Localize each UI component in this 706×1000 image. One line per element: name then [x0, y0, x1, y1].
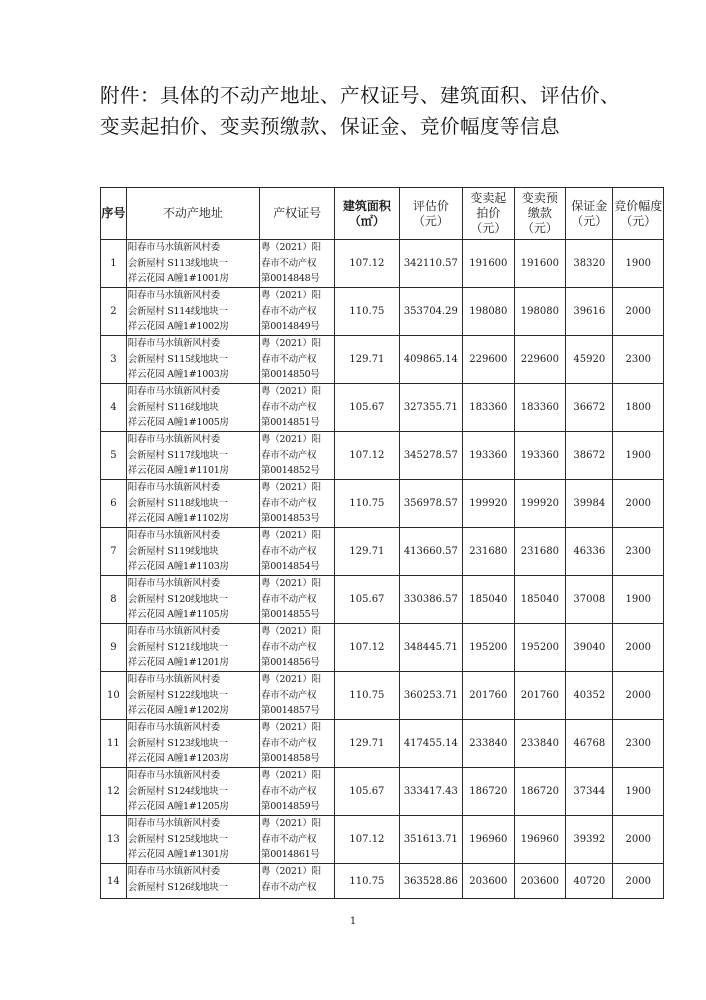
cell-cert-line: 春市不动产权	[261, 737, 317, 749]
header-deposit-l2: 缴款	[527, 206, 552, 220]
cell-increment: 2000	[613, 624, 664, 672]
cell-deposit: 198080	[514, 288, 566, 336]
cell-address-line: 阳春市马水镇新风村委	[127, 626, 220, 637]
cell-increment: 2000	[613, 672, 664, 720]
cell-increment: 2000	[613, 480, 664, 528]
cell-cert-line: 粤（2021）阳	[261, 770, 321, 781]
cell-start-price: 195200	[463, 624, 515, 672]
header-bond-l2: （元）	[571, 213, 608, 228]
cell-cert	[260, 480, 335, 528]
cell-address-line: 会新屋村 S116线地块	[127, 401, 219, 413]
cell-seq: 4	[101, 384, 127, 432]
cell-deposit: 193360	[514, 432, 566, 480]
header-start-l1: 变卖起	[470, 191, 507, 205]
cell-deposit: 185040	[514, 576, 566, 624]
cell-seq: 6	[101, 480, 127, 528]
header-start-l2: 拍价	[476, 206, 501, 220]
cell-address-line: 阳春市马水镇新风村委	[127, 818, 220, 829]
cell-area: 129.71	[335, 336, 399, 384]
cell-address-line: 祥云花园 A幢1#1202房	[127, 705, 229, 717]
cell-increment: 1900	[613, 432, 664, 480]
cell-cert-line: 粤（2021）阳	[261, 722, 321, 733]
cell-address-line: 祥云花园 A幢1#1101房	[127, 465, 229, 477]
cell-cert-line: 第0014850号	[261, 369, 320, 381]
cell-appraisal: 345278.57	[399, 432, 462, 480]
cell-address-line: 祥云花园 A幢1#1003房	[127, 369, 229, 381]
cell-cert	[260, 816, 335, 864]
cell-address-line: 阳春市马水镇新风村委	[127, 722, 220, 733]
cell-bond: 36672	[566, 384, 613, 432]
header-area-l2: （㎡）	[348, 213, 385, 228]
cell-cert	[260, 432, 335, 480]
header-bond-l1: 保证金	[571, 198, 608, 213]
table-header-row	[101, 188, 664, 240]
header-address: 不动产地址	[126, 188, 259, 240]
cell-start-price: 199920	[463, 480, 515, 528]
cell-cert-line: 粤（2021）阳	[261, 674, 321, 685]
cell-cert-line: 春市不动产权	[261, 593, 317, 605]
cell-address-line: 祥云花园 A幢1#1103房	[127, 561, 229, 573]
cell-cert-line: 春市不动产权	[261, 449, 317, 461]
cell-address-line: 会新屋村 S120线地块一	[127, 593, 228, 605]
table-row	[101, 768, 664, 816]
cell-cert-line: 粤（2021）阳	[261, 866, 321, 877]
cell-address-line: 祥云花园 A幢1#1102房	[127, 513, 229, 525]
cell-area: 105.67	[335, 768, 399, 816]
cell-cert-line: 粤（2021）阳	[261, 290, 321, 301]
cell-address-line: 会新屋村 S121线地块一	[127, 641, 228, 653]
cell-bond: 38320	[566, 240, 613, 288]
cell-address-line: 会新屋村 S125线地块一	[127, 833, 228, 845]
cell-address-line: 会新屋村 S119线地块	[127, 545, 219, 557]
cell-address	[126, 816, 259, 864]
cell-cert-line: 第0014851号	[261, 417, 320, 429]
cell-address-line: 会新屋村 S113线地块一	[127, 257, 228, 269]
cell-area: 107.12	[335, 240, 399, 288]
cell-cert-line: 粤（2021）阳	[261, 818, 321, 829]
cell-cert-line: 粤（2021）阳	[261, 434, 321, 445]
cell-cert-line: 春市不动产权	[261, 785, 317, 797]
cell-start-price: 229600	[463, 336, 515, 384]
cell-deposit: 183360	[514, 384, 566, 432]
cell-area: 129.71	[335, 720, 399, 768]
cell-address	[126, 864, 259, 899]
cell-address	[126, 384, 259, 432]
cell-deposit: 195200	[514, 624, 566, 672]
header-cert: 产权证号	[260, 188, 335, 240]
cell-bond: 40352	[566, 672, 613, 720]
cell-address-line: 会新屋村 S118线地块一	[127, 497, 228, 509]
header-area	[335, 188, 399, 240]
cell-bond: 39040	[566, 624, 613, 672]
cell-address-line: 阳春市马水镇新风村委	[127, 242, 220, 253]
header-deposit-l3: （元）	[521, 221, 558, 235]
cell-cert	[260, 720, 335, 768]
table-row	[101, 288, 664, 336]
cell-address	[126, 624, 259, 672]
cell-cert	[260, 768, 335, 816]
cell-deposit: 229600	[514, 336, 566, 384]
cell-cert-line: 春市不动产权	[261, 833, 317, 845]
cell-seq: 3	[101, 336, 127, 384]
cell-appraisal: 342110.57	[399, 240, 462, 288]
cell-address-line: 阳春市马水镇新风村委	[127, 578, 220, 589]
table-row	[101, 672, 664, 720]
cell-cert	[260, 240, 335, 288]
cell-appraisal: 330386.57	[399, 576, 462, 624]
cell-deposit: 191600	[514, 240, 566, 288]
cell-seq: 10	[101, 672, 127, 720]
header-area-l1: 建筑面积	[342, 198, 391, 213]
header-appraisal	[399, 188, 462, 240]
table-row	[101, 864, 664, 899]
cell-address-line: 阳春市马水镇新风村委	[127, 434, 220, 445]
cell-increment: 1800	[613, 384, 664, 432]
cell-cert-line: 春市不动产权	[261, 641, 317, 653]
cell-address-line: 会新屋村 S114线地块一	[127, 305, 228, 317]
cell-area: 105.67	[335, 384, 399, 432]
cell-increment: 2000	[613, 864, 664, 899]
cell-cert-line: 第0014849号	[261, 321, 320, 333]
cell-start-price: 186720	[463, 768, 515, 816]
cell-address-line: 祥云花园 A幢1#1205房	[127, 801, 229, 813]
table-row	[101, 720, 664, 768]
cell-appraisal: 333417.43	[399, 768, 462, 816]
cell-address-line: 会新屋村 S122线地块一	[127, 689, 228, 701]
cell-cert	[260, 288, 335, 336]
header-start-l3: （元）	[470, 221, 507, 235]
cell-cert-line: 粤（2021）阳	[261, 530, 321, 541]
cell-appraisal: 413660.57	[399, 528, 462, 576]
property-table	[100, 187, 664, 899]
cell-seq: 7	[101, 528, 127, 576]
table-row	[101, 576, 664, 624]
cell-start-price: 231680	[463, 528, 515, 576]
cell-address	[126, 432, 259, 480]
cell-appraisal: 417455.14	[399, 720, 462, 768]
cell-address-line: 祥云花园 A幢1#1201房	[127, 657, 229, 669]
cell-appraisal: 327355.71	[399, 384, 462, 432]
cell-area: 110.75	[335, 288, 399, 336]
cell-appraisal: 409865.14	[399, 336, 462, 384]
cell-cert-line: 春市不动产权	[261, 881, 317, 893]
table-row	[101, 528, 664, 576]
cell-address-line: 祥云花园 A幢1#1105房	[127, 609, 229, 621]
cell-cert	[260, 864, 335, 899]
cell-seq: 12	[101, 768, 127, 816]
cell-deposit: 203600	[514, 864, 566, 899]
cell-deposit: 186720	[514, 768, 566, 816]
cell-area: 107.12	[335, 624, 399, 672]
cell-seq: 8	[101, 576, 127, 624]
cell-start-price: 191600	[463, 240, 515, 288]
cell-cert-line: 第0014848号	[261, 273, 320, 285]
cell-address	[126, 672, 259, 720]
cell-area: 129.71	[335, 528, 399, 576]
cell-address-line: 阳春市马水镇新风村委	[127, 386, 220, 397]
header-increment	[613, 188, 664, 240]
header-appraisal-l2: （元）	[412, 213, 449, 228]
cell-appraisal: 348445.71	[399, 624, 462, 672]
cell-cert	[260, 672, 335, 720]
cell-start-price: 198080	[463, 288, 515, 336]
cell-address-line: 阳春市马水镇新风村委	[127, 482, 220, 493]
cell-start-price: 203600	[463, 864, 515, 899]
cell-bond: 39616	[566, 288, 613, 336]
table-row	[101, 480, 664, 528]
cell-cert-line: 第0014857号	[261, 705, 320, 717]
cell-area: 107.12	[335, 816, 399, 864]
header-appraisal-l1: 评估价	[412, 198, 449, 213]
cell-cert-line: 粤（2021）阳	[261, 386, 321, 397]
cell-cert-line: 春市不动产权	[261, 257, 317, 269]
heading-line-1: 附件：具体的不动产地址、产权证号、建筑面积、评估价、	[100, 84, 621, 107]
cell-area: 107.12	[335, 432, 399, 480]
cell-cert-line: 春市不动产权	[261, 689, 317, 701]
table-row	[101, 240, 664, 288]
cell-appraisal: 360253.71	[399, 672, 462, 720]
cell-increment: 2300	[613, 528, 664, 576]
cell-deposit: 196960	[514, 816, 566, 864]
cell-area: 110.75	[335, 864, 399, 899]
cell-appraisal: 363528.86	[399, 864, 462, 899]
cell-cert-line: 粤（2021）阳	[261, 338, 321, 349]
cell-address-line: 阳春市马水镇新风村委	[127, 770, 220, 781]
cell-address-line: 祥云花园 A幢1#1203房	[127, 753, 229, 765]
cell-start-price: 201760	[463, 672, 515, 720]
table-row	[101, 432, 664, 480]
cell-address	[126, 528, 259, 576]
cell-bond: 46768	[566, 720, 613, 768]
cell-cert-line: 第0014859号	[261, 801, 320, 813]
cell-address	[126, 336, 259, 384]
header-start-price	[463, 188, 515, 240]
cell-address-line: 阳春市马水镇新风村委	[127, 530, 220, 541]
cell-cert-line: 粤（2021）阳	[261, 242, 321, 253]
cell-address-line: 阳春市马水镇新风村委	[127, 338, 220, 349]
cell-increment: 2000	[613, 816, 664, 864]
cell-start-price: 233840	[463, 720, 515, 768]
cell-start-price: 196960	[463, 816, 515, 864]
cell-address-line: 会新屋村 S126线地块一	[127, 881, 228, 893]
cell-seq: 2	[101, 288, 127, 336]
cell-cert	[260, 624, 335, 672]
cell-cert-line: 春市不动产权	[261, 545, 317, 557]
cell-cert-line: 粤（2021）阳	[261, 482, 321, 493]
cell-cert	[260, 336, 335, 384]
cell-address-line: 阳春市马水镇新风村委	[127, 290, 220, 301]
table-row	[101, 384, 664, 432]
cell-address-line: 会新屋村 S115线地块一	[127, 353, 228, 365]
cell-increment: 2000	[613, 288, 664, 336]
cell-address-line: 阳春市马水镇新风村委	[127, 866, 220, 877]
cell-appraisal: 351613.71	[399, 816, 462, 864]
cell-cert-line: 第0014856号	[261, 657, 320, 669]
cell-address-line: 会新屋村 S123线地块一	[127, 737, 228, 749]
cell-address	[126, 768, 259, 816]
cell-area: 105.67	[335, 576, 399, 624]
page-number: 1	[349, 916, 357, 927]
cell-address-line: 会新屋村 S117线地块一	[127, 449, 228, 461]
cell-address-line: 祥云花园 A幢1#1001房	[127, 273, 229, 285]
cell-cert-line: 粤（2021）阳	[261, 626, 321, 637]
cell-cert-line: 春市不动产权	[261, 353, 317, 365]
cell-cert-line: 第0014852号	[261, 465, 320, 477]
cell-start-price: 193360	[463, 432, 515, 480]
cell-address	[126, 480, 259, 528]
cell-cert-line: 第0014861号	[261, 849, 320, 861]
table-body	[101, 240, 664, 899]
header-inc-l2: （元）	[620, 213, 657, 228]
cell-cert	[260, 576, 335, 624]
cell-bond: 37344	[566, 768, 613, 816]
cell-increment: 1900	[613, 576, 664, 624]
cell-address-line: 祥云花园 A幢1#1301房	[127, 849, 229, 861]
cell-address-line: 祥云花园 A幢1#1002房	[127, 321, 229, 333]
header-deposit	[514, 188, 566, 240]
cell-increment: 1900	[613, 240, 664, 288]
cell-cert-line: 粤（2021）阳	[261, 578, 321, 589]
table-row	[101, 624, 664, 672]
cell-start-price: 185040	[463, 576, 515, 624]
cell-seq: 5	[101, 432, 127, 480]
cell-bond: 39984	[566, 480, 613, 528]
cell-address	[126, 240, 259, 288]
cell-deposit: 231680	[514, 528, 566, 576]
cell-seq: 13	[101, 816, 127, 864]
header-seq: 序号	[101, 188, 127, 240]
cell-deposit: 233840	[514, 720, 566, 768]
heading-line-2: 变卖起拍价、变卖预缴款、保证金、竞价幅度等信息	[100, 115, 561, 138]
header-inc-l1: 竞价幅度	[614, 198, 663, 213]
cell-address-line: 阳春市马水镇新风村委	[127, 674, 220, 685]
cell-area: 110.75	[335, 480, 399, 528]
cell-increment: 2300	[613, 720, 664, 768]
cell-address	[126, 576, 259, 624]
cell-start-price: 183360	[463, 384, 515, 432]
cell-seq: 9	[101, 624, 127, 672]
cell-bond: 38672	[566, 432, 613, 480]
cell-appraisal: 356978.57	[399, 480, 462, 528]
cell-cert-line: 春市不动产权	[261, 497, 317, 509]
cell-cert-line: 第0014858号	[261, 753, 320, 765]
cell-appraisal: 353704.29	[399, 288, 462, 336]
cell-increment: 2300	[613, 336, 664, 384]
cell-address-line: 会新屋村 S124线地块一	[127, 785, 228, 797]
cell-cert-line: 春市不动产权	[261, 401, 317, 413]
cell-bond: 46336	[566, 528, 613, 576]
document-heading	[100, 80, 660, 142]
cell-deposit: 201760	[514, 672, 566, 720]
cell-cert-line: 春市不动产权	[261, 305, 317, 317]
cell-address-line: 祥云花园 A幢1#1005房	[127, 417, 229, 429]
cell-bond: 45920	[566, 336, 613, 384]
cell-cert-line: 第0014854号	[261, 561, 320, 573]
cell-address	[126, 288, 259, 336]
header-deposit-l1: 变卖预	[521, 191, 558, 205]
cell-bond: 39392	[566, 816, 613, 864]
cell-increment: 1900	[613, 768, 664, 816]
table-row	[101, 816, 664, 864]
cell-cert-line: 第0014855号	[261, 609, 320, 621]
cell-address	[126, 720, 259, 768]
cell-area: 110.75	[335, 672, 399, 720]
cell-seq: 11	[101, 720, 127, 768]
table-row	[101, 336, 664, 384]
header-bond	[566, 188, 613, 240]
cell-bond: 40720	[566, 864, 613, 899]
cell-cert	[260, 528, 335, 576]
cell-seq: 1	[101, 240, 127, 288]
cell-cert-line: 第0014853号	[261, 513, 320, 525]
cell-deposit: 199920	[514, 480, 566, 528]
cell-seq: 14	[101, 864, 127, 899]
cell-cert	[260, 384, 335, 432]
cell-bond: 37008	[566, 576, 613, 624]
